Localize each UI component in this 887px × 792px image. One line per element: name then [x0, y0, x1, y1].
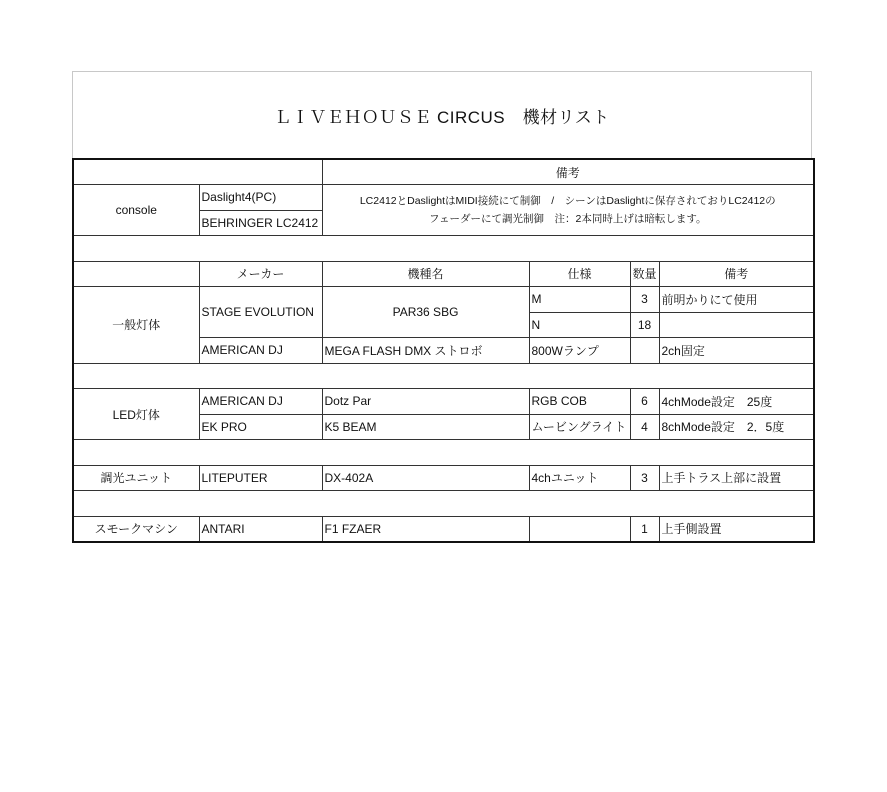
header-empty [73, 261, 199, 287]
maker-cell: STAGE EVOLUTION [199, 287, 322, 338]
note-cell: 2ch固定 [659, 338, 814, 364]
header-maker: メーカー [199, 261, 322, 287]
equipment-table [72, 158, 815, 543]
spec-cell: M [529, 287, 630, 313]
general-lights-label: 一般灯体 [73, 287, 199, 364]
header-qty: 数量 [630, 261, 659, 287]
spacer-row [73, 236, 814, 262]
qty-cell: 3 [630, 287, 659, 313]
console-item: BEHRINGER LC2412 [199, 210, 322, 236]
console-note-header: 備考 [322, 159, 814, 185]
qty-cell: 3 [630, 465, 659, 491]
model-cell: K5 BEAM [322, 414, 529, 440]
smoke-machine-label: スモークマシン [73, 516, 199, 542]
note-cell: 上手側設置 [659, 516, 814, 542]
console-label: console [73, 185, 199, 236]
title-box [72, 71, 812, 158]
spec-cell: 800Wランプ [529, 338, 630, 364]
spacer-row [73, 363, 814, 389]
note-cell: 前明かりにて使用 [659, 287, 814, 313]
maker-cell: ANTARI [199, 516, 322, 542]
header-spec: 仕様 [529, 261, 630, 287]
table-row [73, 389, 814, 415]
model-cell: PAR36 SBG [322, 287, 529, 338]
model-cell: DX-402A [322, 465, 529, 491]
console-header-row [73, 159, 814, 185]
header-model: 機種名 [322, 261, 529, 287]
qty-cell [630, 338, 659, 364]
console-item: Daslight4(PC) [199, 185, 322, 211]
spec-cell: 4chユニット [529, 465, 630, 491]
spec-cell [529, 516, 630, 542]
table-row [73, 287, 814, 313]
note-cell: 8chMode設定 2．5度 [659, 414, 814, 440]
qty-cell: 18 [630, 312, 659, 338]
note-cell: 4chMode設定 25度 [659, 389, 814, 415]
column-header-row [73, 261, 814, 287]
console-note-line1: LC2412とDaslightはMIDI接続にて制御 / シーンはDaslightに保存されておりLC2412の [359, 195, 776, 207]
spec-cell: N [529, 312, 630, 338]
console-note-line2: フェーダーにて調光制御 注：2本同時上げは暗転します。 [429, 213, 707, 225]
maker-cell: AMERICAN DJ [199, 389, 322, 415]
maker-cell: LITEPUTER [199, 465, 322, 491]
note-cell: 上手トラス上部に設置 [659, 465, 814, 491]
console-header-empty [73, 159, 322, 185]
led-lights-label: LED灯体 [73, 389, 199, 440]
spacer-row [73, 440, 814, 466]
table-row [73, 516, 814, 542]
spec-cell: ムービングライト [529, 414, 630, 440]
qty-cell: 1 [630, 516, 659, 542]
table-row [73, 465, 814, 491]
maker-cell: AMERICAN DJ [199, 338, 322, 364]
note-cell [659, 312, 814, 338]
dimmer-unit-label: 調光ユニット [73, 465, 199, 491]
maker-cell: EK PRO [199, 414, 322, 440]
spec-cell: RGB COB [529, 389, 630, 415]
model-cell: MEGA FLASH DMX ストロボ [322, 338, 529, 364]
console-note [322, 185, 814, 236]
model-cell: F1 FZAER [322, 516, 529, 542]
model-cell: Dotz Par [322, 389, 529, 415]
header-note: 備考 [659, 261, 814, 287]
qty-cell: 4 [630, 414, 659, 440]
console-row-1 [73, 185, 814, 211]
qty-cell: 6 [630, 389, 659, 415]
spacer-row [73, 491, 814, 517]
equipment-sheet [72, 71, 813, 567]
page-title: ＬＩＶＥＨＯＵＳＥ CIRCUS 機材リスト [274, 107, 610, 127]
